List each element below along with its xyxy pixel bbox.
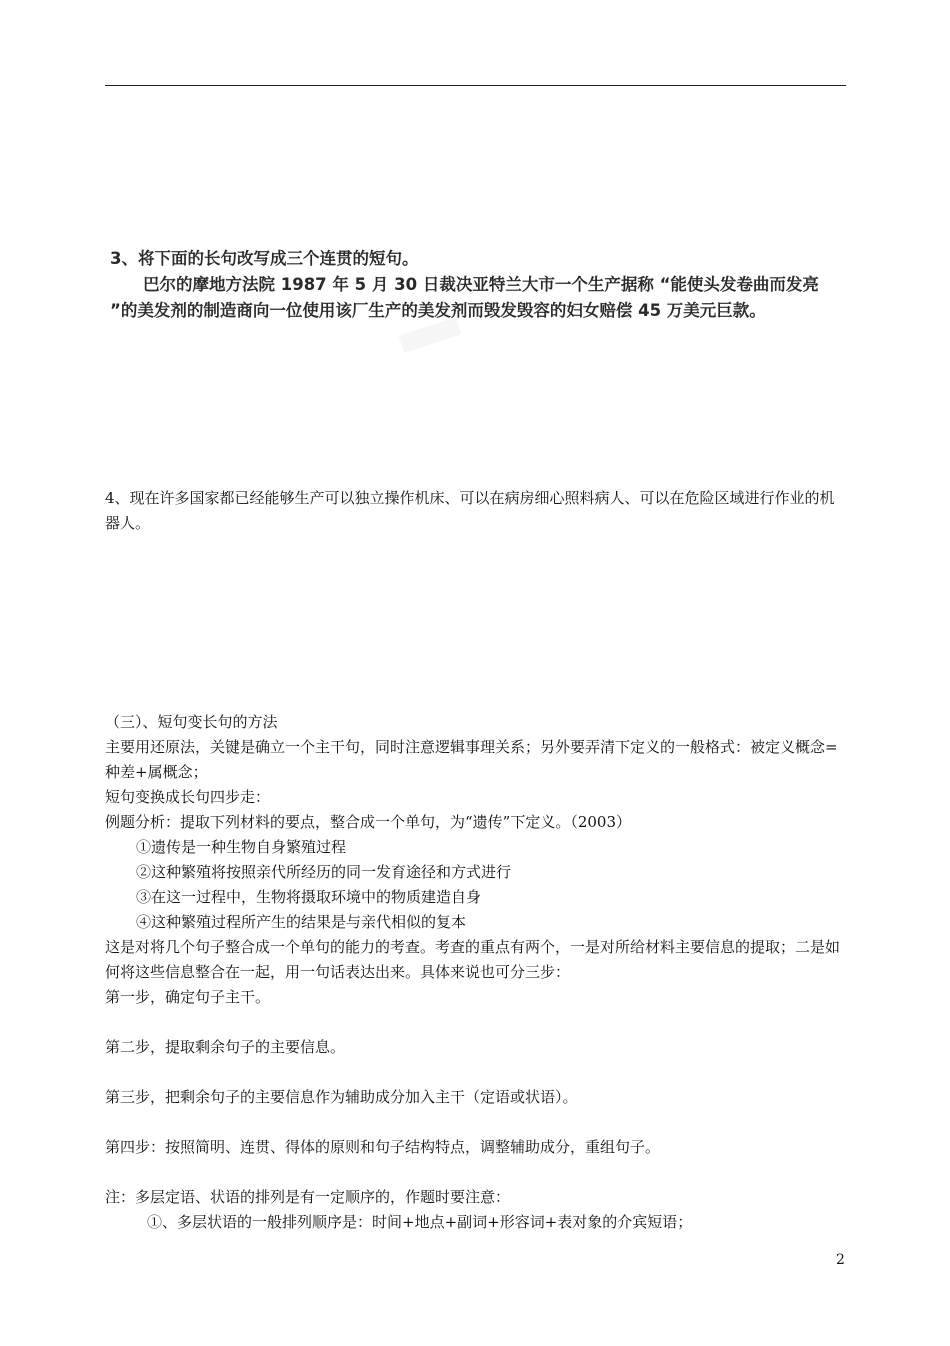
four-steps-line: 短句变换成长句四步走： bbox=[105, 788, 271, 806]
note-line: 注：多层定语、状语的排列是有一定顺序的，作题时要注意： bbox=[105, 1188, 511, 1206]
example-line: 例题分析：提取下列材料的要点，整合成一个单句，为“遗传”下定义。（2003） bbox=[105, 813, 632, 831]
step-3: 第三步，把剩余句子的主要信息作为辅助成分加入主干（定语或状语）。 bbox=[105, 1088, 578, 1106]
analysis-paragraph: 这是对将几个句子整合成一个单句的能力的考查。考查的重点有两个，一是对所给材料主要信息的提取；二是如何将这些信息整合在一起，用一句话表达出来。具体来说也可分三步： bbox=[105, 938, 841, 981]
step-2: 第二步，提取剩余句子的主要信息。 bbox=[105, 1038, 346, 1056]
page-number: 2 bbox=[836, 1252, 845, 1268]
section-title: （三）、短句变长句的方法 bbox=[105, 713, 278, 731]
question-4: 4、现在许多国家都已经能够生产可以独立操作机床、可以在病房细心照料病人、可以在危险区域进行作业的机器人。 bbox=[105, 489, 835, 532]
question-3-passage: 巴尔的摩地方法院 1987 年 5 月 30 日裁决亚特兰大市一个生产据称 “能使头发卷曲而发亮 ”的美发剂的制造商向一位使用该厂生产的美发剂而毁发毁容的妇女赔偿 45 万美元巨款。 bbox=[110, 275, 819, 320]
material-item: ①遗传是一种生物自身繁殖过程 bbox=[136, 838, 347, 856]
material-item: ④这种繁殖过程所产生的结果是与亲代相似的复本 bbox=[136, 913, 467, 931]
note-item: ①、多层状语的一般排列顺序是：时间+地点+副词+形容词+表对象的介宾短语； bbox=[147, 1213, 693, 1231]
section-short-to-long bbox=[105, 710, 846, 1235]
question-3 bbox=[110, 246, 840, 324]
step-1: 第一步，确定句子主干。 bbox=[105, 988, 271, 1006]
material-item: ②这种繁殖将按照亲代所经历的同一发育途径和方式进行 bbox=[136, 863, 512, 881]
section-intro: 主要用还原法，关键是确立一个主干句，同时注意逻辑事理关系；另外要弄清下定义的一般格式：被定义概念=种差+属概念； bbox=[105, 738, 838, 781]
material-item: ③在这一过程中，生物将摄取环境中的物质建造自身 bbox=[136, 888, 482, 906]
step-4: 第四步：按照简明、连贯、得体的原则和句子结构特点，调整辅助成分，重组句子。 bbox=[105, 1138, 661, 1156]
question-3-heading: 3、将下面的长句改写成三个连贯的短句。 bbox=[110, 249, 419, 268]
header-rule bbox=[105, 85, 846, 86]
